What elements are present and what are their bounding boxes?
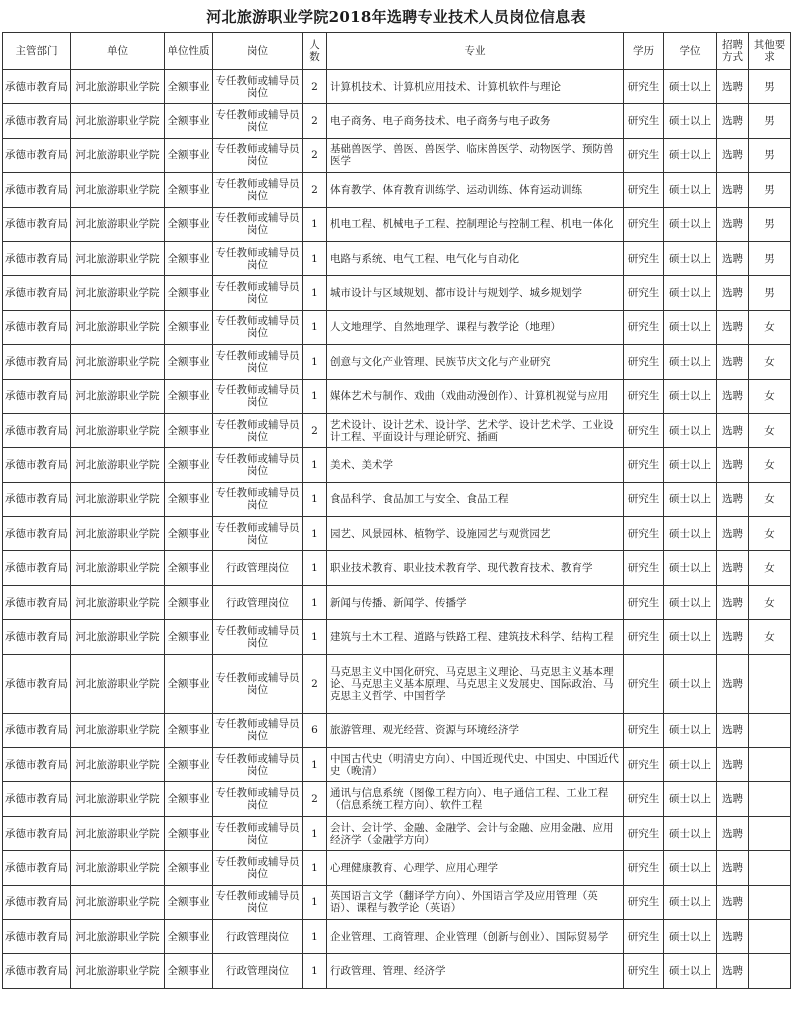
cell-count: 2 — [303, 413, 327, 447]
cell-method: 选聘 — [717, 138, 749, 172]
cell-unit: 河北旅游职业学院 — [71, 620, 165, 654]
cell-dept: 承德市教育局 — [3, 885, 71, 919]
cell-education: 研究生 — [624, 310, 664, 344]
table-row — [3, 241, 791, 275]
table-row — [3, 104, 791, 138]
cell-count: 1 — [303, 379, 327, 413]
cell-degree: 硕士以上 — [664, 585, 717, 619]
cell-position: 行政管理岗位 — [213, 585, 303, 619]
table-row — [3, 70, 791, 104]
header-education: 学历 — [624, 33, 664, 70]
table-row — [3, 954, 791, 988]
cell-major: 新闻与传播、新闻学、传播学 — [327, 585, 624, 619]
cell-dept: 承德市教育局 — [3, 782, 71, 816]
table-row — [3, 713, 791, 747]
cell-method: 选聘 — [717, 954, 749, 988]
cell-major: 人文地理学、自然地理学、课程与教学论（地理） — [327, 310, 624, 344]
cell-unit: 河北旅游职业学院 — [71, 207, 165, 241]
cell-major: 行政管理、管理、经济学 — [327, 954, 624, 988]
table-row — [3, 782, 791, 816]
cell-education: 研究生 — [624, 748, 664, 782]
cell-other: 男 — [749, 138, 791, 172]
cell-other — [749, 713, 791, 747]
table-row — [3, 173, 791, 207]
cell-education: 研究生 — [624, 207, 664, 241]
cell-dept: 承德市教育局 — [3, 345, 71, 379]
cell-method: 选聘 — [717, 816, 749, 850]
cell-method: 选聘 — [717, 379, 749, 413]
cell-count: 2 — [303, 70, 327, 104]
cell-count: 1 — [303, 851, 327, 885]
cell-degree: 硕士以上 — [664, 138, 717, 172]
cell-unit-type: 全额事业 — [165, 851, 213, 885]
cell-degree: 硕士以上 — [664, 654, 717, 713]
cell-major: 中国古代史（明清史方向）、中国近现代史、中国史、中国近代史（晚清） — [327, 748, 624, 782]
cell-degree: 硕士以上 — [664, 851, 717, 885]
cell-unit: 河北旅游职业学院 — [71, 851, 165, 885]
cell-education: 研究生 — [624, 70, 664, 104]
cell-major: 基础兽医学、兽医、兽医学、临床兽医学、动物医学、预防兽医学 — [327, 138, 624, 172]
cell-degree: 硕士以上 — [664, 104, 717, 138]
cell-dept: 承德市教育局 — [3, 70, 71, 104]
cell-dept: 承德市教育局 — [3, 620, 71, 654]
cell-education: 研究生 — [624, 585, 664, 619]
cell-unit: 河北旅游职业学院 — [71, 70, 165, 104]
cell-unit-type: 全额事业 — [165, 70, 213, 104]
cell-major: 心理健康教育、心理学、应用心理学 — [327, 851, 624, 885]
cell-degree: 硕士以上 — [664, 482, 717, 516]
cell-dept: 承德市教育局 — [3, 851, 71, 885]
table-row — [3, 851, 791, 885]
cell-position: 专任教师或辅导员岗位 — [213, 851, 303, 885]
table-row — [3, 345, 791, 379]
cell-education: 研究生 — [624, 138, 664, 172]
cell-other: 女 — [749, 310, 791, 344]
cell-major: 美术、美术学 — [327, 448, 624, 482]
cell-dept: 承德市教育局 — [3, 551, 71, 585]
cell-unit: 河北旅游职业学院 — [71, 276, 165, 310]
cell-major: 媒体艺术与制作、戏曲（戏曲动漫创作）、计算机视觉与应用 — [327, 379, 624, 413]
table-row — [3, 654, 791, 713]
cell-unit: 河北旅游职业学院 — [71, 585, 165, 619]
cell-degree: 硕士以上 — [664, 782, 717, 816]
cell-education: 研究生 — [624, 379, 664, 413]
cell-count: 1 — [303, 241, 327, 275]
cell-major: 园艺、风景园林、植物学、设施园艺与观赏园艺 — [327, 517, 624, 551]
cell-dept: 承德市教育局 — [3, 517, 71, 551]
cell-count: 2 — [303, 782, 327, 816]
header-dept: 主管部门 — [3, 33, 71, 70]
cell-count: 1 — [303, 551, 327, 585]
cell-unit-type: 全额事业 — [165, 413, 213, 447]
cell-degree: 硕士以上 — [664, 379, 717, 413]
cell-position: 行政管理岗位 — [213, 954, 303, 988]
cell-education: 研究生 — [624, 782, 664, 816]
document-title: 河北旅游职业学院2018年选聘专业技术人员岗位信息表 — [206, 8, 586, 26]
header-count: 人数 — [303, 33, 327, 70]
table-row — [3, 379, 791, 413]
cell-other: 女 — [749, 620, 791, 654]
cell-unit-type: 全额事业 — [165, 885, 213, 919]
cell-unit-type: 全额事业 — [165, 748, 213, 782]
cell-position: 专任教师或辅导员岗位 — [213, 713, 303, 747]
cell-dept: 承德市教育局 — [3, 207, 71, 241]
cell-other: 女 — [749, 413, 791, 447]
cell-unit-type: 全额事业 — [165, 782, 213, 816]
cell-method: 选聘 — [717, 620, 749, 654]
cell-major: 艺术设计、设计艺术、设计学、艺术学、设计艺术学、工业设计工程、平面设计与理论研究、插画 — [327, 413, 624, 447]
cell-method: 选聘 — [717, 207, 749, 241]
header-other: 其他要求 — [749, 33, 791, 70]
cell-count: 1 — [303, 816, 327, 850]
cell-unit: 河北旅游职业学院 — [71, 517, 165, 551]
cell-method: 选聘 — [717, 70, 749, 104]
cell-major: 体育教学、体育教育训练学、运动训练、体育运动训练 — [327, 173, 624, 207]
cell-dept: 承德市教育局 — [3, 748, 71, 782]
table-row — [3, 276, 791, 310]
cell-degree: 硕士以上 — [664, 816, 717, 850]
cell-degree: 硕士以上 — [664, 173, 717, 207]
cell-method: 选聘 — [717, 551, 749, 585]
cell-unit: 河北旅游职业学院 — [71, 919, 165, 953]
cell-other — [749, 654, 791, 713]
cell-other — [749, 816, 791, 850]
table-row — [3, 748, 791, 782]
table-row — [3, 885, 791, 919]
cell-count: 2 — [303, 173, 327, 207]
cell-count: 1 — [303, 748, 327, 782]
header-major: 专业 — [327, 33, 624, 70]
cell-major: 机电工程、机械电子工程、控制理论与控制工程、机电一体化 — [327, 207, 624, 241]
cell-method: 选聘 — [717, 885, 749, 919]
cell-method: 选聘 — [717, 104, 749, 138]
cell-major: 计算机技术、计算机应用技术、计算机软件与理论 — [327, 70, 624, 104]
cell-position: 专任教师或辅导员岗位 — [213, 379, 303, 413]
cell-unit-type: 全额事业 — [165, 713, 213, 747]
cell-count: 1 — [303, 207, 327, 241]
cell-education: 研究生 — [624, 241, 664, 275]
cell-dept: 承德市教育局 — [3, 482, 71, 516]
cell-degree: 硕士以上 — [664, 551, 717, 585]
cell-degree: 硕士以上 — [664, 954, 717, 988]
cell-education: 研究生 — [624, 482, 664, 516]
cell-count: 2 — [303, 104, 327, 138]
cell-degree: 硕士以上 — [664, 748, 717, 782]
cell-other — [749, 851, 791, 885]
cell-unit: 河北旅游职业学院 — [71, 816, 165, 850]
cell-other — [749, 954, 791, 988]
cell-dept: 承德市教育局 — [3, 654, 71, 713]
cell-position: 专任教师或辅导员岗位 — [213, 276, 303, 310]
cell-position: 专任教师或辅导员岗位 — [213, 482, 303, 516]
cell-degree: 硕士以上 — [664, 413, 717, 447]
cell-dept: 承德市教育局 — [3, 173, 71, 207]
cell-count: 1 — [303, 310, 327, 344]
table-row — [3, 138, 791, 172]
cell-position: 行政管理岗位 — [213, 919, 303, 953]
positions-table — [2, 32, 791, 989]
cell-dept: 承德市教育局 — [3, 816, 71, 850]
cell-method: 选聘 — [717, 517, 749, 551]
cell-unit-type: 全额事业 — [165, 517, 213, 551]
cell-method: 选聘 — [717, 713, 749, 747]
table-row — [3, 482, 791, 516]
cell-major: 食品科学、食品加工与安全、食品工程 — [327, 482, 624, 516]
cell-education: 研究生 — [624, 551, 664, 585]
cell-dept: 承德市教育局 — [3, 713, 71, 747]
cell-count: 1 — [303, 482, 327, 516]
cell-degree: 硕士以上 — [664, 885, 717, 919]
cell-unit-type: 全额事业 — [165, 448, 213, 482]
table-row — [3, 310, 791, 344]
cell-unit-type: 全额事业 — [165, 241, 213, 275]
cell-method: 选聘 — [717, 851, 749, 885]
cell-dept: 承德市教育局 — [3, 379, 71, 413]
cell-dept: 承德市教育局 — [3, 310, 71, 344]
cell-position: 专任教师或辅导员岗位 — [213, 310, 303, 344]
cell-unit-type: 全额事业 — [165, 276, 213, 310]
cell-degree: 硕士以上 — [664, 713, 717, 747]
cell-count: 2 — [303, 654, 327, 713]
cell-other: 女 — [749, 551, 791, 585]
cell-degree: 硕士以上 — [664, 620, 717, 654]
cell-dept: 承德市教育局 — [3, 104, 71, 138]
cell-major: 电路与系统、电气工程、电气化与自动化 — [327, 241, 624, 275]
cell-count: 1 — [303, 276, 327, 310]
cell-degree: 硕士以上 — [664, 517, 717, 551]
cell-major: 职业技术教育、职业技术教育学、现代教育技术、教育学 — [327, 551, 624, 585]
cell-education: 研究生 — [624, 816, 664, 850]
cell-position: 专任教师或辅导员岗位 — [213, 173, 303, 207]
cell-unit-type: 全额事业 — [165, 816, 213, 850]
cell-count: 1 — [303, 345, 327, 379]
table-row — [3, 620, 791, 654]
cell-position: 专任教师或辅导员岗位 — [213, 654, 303, 713]
cell-other: 男 — [749, 207, 791, 241]
cell-major: 建筑与土木工程、道路与铁路工程、建筑技术科学、结构工程 — [327, 620, 624, 654]
cell-position: 专任教师或辅导员岗位 — [213, 448, 303, 482]
cell-method: 选聘 — [717, 748, 749, 782]
cell-other: 男 — [749, 173, 791, 207]
cell-unit: 河北旅游职业学院 — [71, 551, 165, 585]
cell-position: 专任教师或辅导员岗位 — [213, 104, 303, 138]
cell-count: 6 — [303, 713, 327, 747]
cell-unit: 河北旅游职业学院 — [71, 310, 165, 344]
cell-method: 选聘 — [717, 654, 749, 713]
cell-unit: 河北旅游职业学院 — [71, 748, 165, 782]
cell-method: 选聘 — [717, 585, 749, 619]
cell-count: 1 — [303, 585, 327, 619]
cell-unit: 河北旅游职业学院 — [71, 104, 165, 138]
cell-dept: 承德市教育局 — [3, 919, 71, 953]
header-unit-type: 单位性质 — [165, 33, 213, 70]
cell-unit-type: 全额事业 — [165, 482, 213, 516]
cell-education: 研究生 — [624, 713, 664, 747]
cell-method: 选聘 — [717, 310, 749, 344]
cell-dept: 承德市教育局 — [3, 276, 71, 310]
cell-method: 选聘 — [717, 276, 749, 310]
cell-unit: 河北旅游职业学院 — [71, 885, 165, 919]
table-row — [3, 551, 791, 585]
cell-unit: 河北旅游职业学院 — [71, 138, 165, 172]
cell-education: 研究生 — [624, 173, 664, 207]
cell-unit: 河北旅游职业学院 — [71, 782, 165, 816]
cell-other — [749, 782, 791, 816]
cell-major: 企业管理、工商管理、企业管理（创新与创业）、国际贸易学 — [327, 919, 624, 953]
cell-other: 男 — [749, 104, 791, 138]
cell-unit: 河北旅游职业学院 — [71, 713, 165, 747]
cell-major: 旅游管理、观光经营、资源与环境经济学 — [327, 713, 624, 747]
cell-degree: 硕士以上 — [664, 345, 717, 379]
cell-count: 1 — [303, 919, 327, 953]
cell-other: 女 — [749, 379, 791, 413]
cell-degree: 硕士以上 — [664, 276, 717, 310]
cell-education: 研究生 — [624, 919, 664, 953]
cell-unit: 河北旅游职业学院 — [71, 482, 165, 516]
cell-degree: 硕士以上 — [664, 207, 717, 241]
cell-other — [749, 748, 791, 782]
cell-method: 选聘 — [717, 173, 749, 207]
cell-unit-type: 全额事业 — [165, 138, 213, 172]
cell-unit-type: 全额事业 — [165, 345, 213, 379]
cell-position: 专任教师或辅导员岗位 — [213, 782, 303, 816]
cell-position: 专任教师或辅导员岗位 — [213, 748, 303, 782]
cell-position: 专任教师或辅导员岗位 — [213, 816, 303, 850]
cell-degree: 硕士以上 — [664, 70, 717, 104]
cell-major: 马克思主义中国化研究、马克思主义理论、马克思主义基本理论、马克思主义基本原理、马克思主义发展史、国际政治、马克思主义哲学、中国哲学 — [327, 654, 624, 713]
cell-position: 专任教师或辅导员岗位 — [213, 70, 303, 104]
cell-unit: 河北旅游职业学院 — [71, 413, 165, 447]
cell-degree: 硕士以上 — [664, 310, 717, 344]
cell-unit: 河北旅游职业学院 — [71, 954, 165, 988]
cell-position: 专任教师或辅导员岗位 — [213, 345, 303, 379]
cell-method: 选聘 — [717, 241, 749, 275]
cell-position: 行政管理岗位 — [213, 551, 303, 585]
cell-unit-type: 全额事业 — [165, 173, 213, 207]
cell-unit: 河北旅游职业学院 — [71, 345, 165, 379]
cell-unit-type: 全额事业 — [165, 954, 213, 988]
cell-dept: 承德市教育局 — [3, 954, 71, 988]
cell-method: 选聘 — [717, 345, 749, 379]
header-unit: 单位 — [71, 33, 165, 70]
cell-unit: 河北旅游职业学院 — [71, 448, 165, 482]
cell-other: 女 — [749, 345, 791, 379]
cell-unit-type: 全额事业 — [165, 207, 213, 241]
cell-position: 专任教师或辅导员岗位 — [213, 413, 303, 447]
cell-education: 研究生 — [624, 620, 664, 654]
cell-degree: 硕士以上 — [664, 919, 717, 953]
table-row — [3, 919, 791, 953]
cell-unit-type: 全额事业 — [165, 551, 213, 585]
cell-unit: 河北旅游职业学院 — [71, 654, 165, 713]
cell-other: 男 — [749, 70, 791, 104]
cell-count: 1 — [303, 448, 327, 482]
table-row — [3, 448, 791, 482]
cell-other: 女 — [749, 482, 791, 516]
cell-unit-type: 全额事业 — [165, 379, 213, 413]
table-row — [3, 413, 791, 447]
cell-education: 研究生 — [624, 448, 664, 482]
cell-unit-type: 全额事业 — [165, 104, 213, 138]
cell-other: 女 — [749, 517, 791, 551]
table-row — [3, 816, 791, 850]
cell-dept: 承德市教育局 — [3, 138, 71, 172]
table-row — [3, 207, 791, 241]
cell-education: 研究生 — [624, 413, 664, 447]
header-position: 岗位 — [213, 33, 303, 70]
cell-degree: 硕士以上 — [664, 448, 717, 482]
cell-education: 研究生 — [624, 345, 664, 379]
cell-education: 研究生 — [624, 954, 664, 988]
cell-unit: 河北旅游职业学院 — [71, 379, 165, 413]
cell-unit: 河北旅游职业学院 — [71, 241, 165, 275]
cell-method: 选聘 — [717, 448, 749, 482]
cell-dept: 承德市教育局 — [3, 585, 71, 619]
cell-major: 创意与文化产业管理、民族节庆文化与产业研究 — [327, 345, 624, 379]
cell-other: 女 — [749, 448, 791, 482]
cell-education: 研究生 — [624, 104, 664, 138]
cell-position: 专任教师或辅导员岗位 — [213, 138, 303, 172]
cell-major: 会计、会计学、金融、金融学、会计与金融、应用金融、应用经济学（金融学方向） — [327, 816, 624, 850]
cell-dept: 承德市教育局 — [3, 241, 71, 275]
cell-degree: 硕士以上 — [664, 241, 717, 275]
cell-dept: 承德市教育局 — [3, 413, 71, 447]
cell-education: 研究生 — [624, 276, 664, 310]
cell-position: 专任教师或辅导员岗位 — [213, 207, 303, 241]
cell-other — [749, 919, 791, 953]
cell-count: 2 — [303, 138, 327, 172]
header-method: 招聘方式 — [717, 33, 749, 70]
table-row — [3, 517, 791, 551]
cell-major: 城市设计与区域规划、都市设计与规划学、城乡规划学 — [327, 276, 624, 310]
cell-other — [749, 885, 791, 919]
cell-method: 选聘 — [717, 413, 749, 447]
cell-other: 男 — [749, 241, 791, 275]
cell-method: 选聘 — [717, 919, 749, 953]
cell-education: 研究生 — [624, 517, 664, 551]
cell-unit-type: 全额事业 — [165, 310, 213, 344]
cell-count: 1 — [303, 620, 327, 654]
cell-position: 专任教师或辅导员岗位 — [213, 620, 303, 654]
cell-education: 研究生 — [624, 851, 664, 885]
cell-dept: 承德市教育局 — [3, 448, 71, 482]
header-degree: 学位 — [664, 33, 717, 70]
cell-position: 专任教师或辅导员岗位 — [213, 517, 303, 551]
table-row — [3, 585, 791, 619]
cell-major: 英国语言文学（翻译学方向）、外国语言学及应用管理（英语）、课程与教学论（英语） — [327, 885, 624, 919]
cell-other: 女 — [749, 585, 791, 619]
cell-unit-type: 全额事业 — [165, 654, 213, 713]
cell-unit: 河北旅游职业学院 — [71, 173, 165, 207]
cell-position: 专任教师或辅导员岗位 — [213, 885, 303, 919]
cell-position: 专任教师或辅导员岗位 — [213, 241, 303, 275]
cell-major: 通讯与信息系统（图像工程方向）、电子通信工程、工业工程（信息系统工程方向）、软件工程 — [327, 782, 624, 816]
cell-major: 电子商务、电子商务技术、电子商务与电子政务 — [327, 104, 624, 138]
cell-unit-type: 全额事业 — [165, 919, 213, 953]
cell-method: 选聘 — [717, 482, 749, 516]
cell-method: 选聘 — [717, 782, 749, 816]
cell-other: 男 — [749, 276, 791, 310]
cell-count: 1 — [303, 954, 327, 988]
cell-count: 1 — [303, 885, 327, 919]
cell-count: 1 — [303, 517, 327, 551]
header-row — [3, 33, 791, 70]
cell-education: 研究生 — [624, 654, 664, 713]
cell-unit-type: 全额事业 — [165, 585, 213, 619]
cell-unit-type: 全额事业 — [165, 620, 213, 654]
cell-education: 研究生 — [624, 885, 664, 919]
